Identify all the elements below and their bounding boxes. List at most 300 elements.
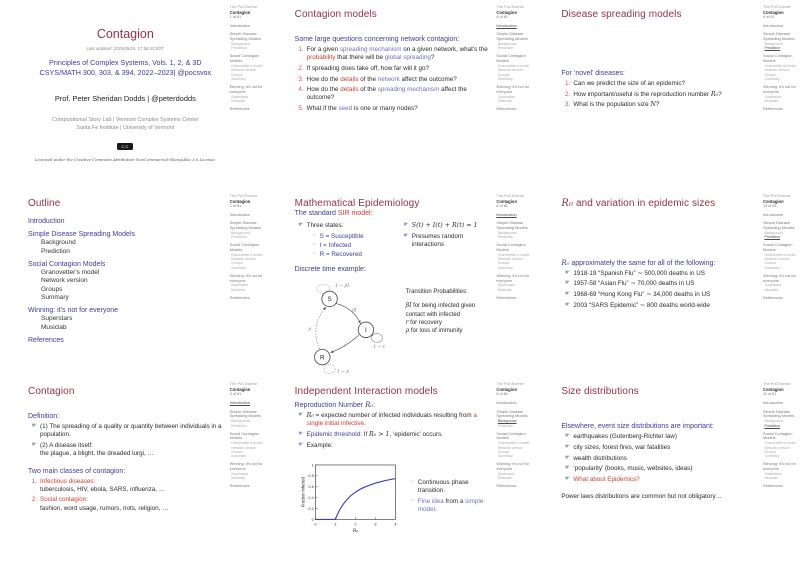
- text-segment: 1957-58 “Asian Flu” ∼ 70,000 deaths in US: [573, 280, 695, 288]
- list-item-text: [573, 455, 756, 463]
- text-segment: ρ: [405, 326, 410, 334]
- item-number: 1.: [298, 46, 304, 53]
- outline-section: Introduction: [28, 217, 65, 225]
- list-item: [400, 233, 490, 249]
- text-segment: R = Recovered: [319, 251, 362, 259]
- sidebar-deck-title: Contagion: [762, 387, 784, 393]
- outline-subitem: Network version: [41, 277, 88, 285]
- outline-subitem: Superstars: [41, 315, 73, 323]
- sidebar-toc-subitem: Granovetter's model: [497, 63, 530, 68]
- pointing-hand-small-icon: ☞: [409, 497, 415, 504]
- sidebar-toc-subitem: Musiclab: [231, 99, 245, 104]
- item-number: 1.: [31, 477, 37, 485]
- text-segment: Infectious diseases:: [40, 477, 96, 485]
- affiliation-line-1: Computational Story Lab | Vermont Complex Systems Center: [52, 117, 199, 124]
- pointing-hand-icon: ☛: [564, 433, 571, 440]
- list-item: [561, 433, 756, 441]
- sidebar-toc-subitem: Background: [764, 419, 784, 424]
- sidebar-toc-section: Introduction: [496, 22, 517, 28]
- sidebar-toc-section: Social Contagion Models: [762, 241, 793, 252]
- title-slide-content: [0, 0, 229, 189]
- sidebar-toc-subitem: Musiclab: [497, 476, 512, 481]
- sidebar-page-number: 6 of 81: [496, 203, 508, 208]
- text-segment: .: [435, 506, 437, 514]
- edge-label-r-loop: 1 − ρ: [336, 369, 349, 375]
- list-item: [561, 476, 756, 484]
- frame-title: Size distributions: [561, 386, 639, 398]
- list-item-text: [307, 222, 400, 230]
- text-segment: S = Susceptible: [319, 232, 364, 240]
- pointing-hand-icon: ☛: [564, 443, 571, 450]
- sidebar-toc-section: Social Contagion Models: [229, 430, 260, 441]
- sidebar-toc-section: References: [762, 483, 783, 489]
- slide-content: [267, 189, 496, 378]
- sidebar-toc-subitem: Prediction: [497, 46, 514, 51]
- outline-section: Social Contagion Models: [28, 261, 106, 269]
- text-segment: If spreading does take off, how far will it go?: [306, 64, 430, 72]
- list-item: [308, 233, 400, 241]
- sidebar-toc-section: Simple Disease Spreading Models: [496, 219, 528, 230]
- text-segment: βI: [405, 302, 412, 310]
- sidebar-toc-subitem: Prediction: [497, 235, 514, 240]
- sidebar-page-number: 9 of 81: [762, 15, 775, 20]
- outline-section: Winning: it's not for everyone: [28, 307, 119, 315]
- text-segment: probability: [306, 54, 336, 62]
- pointing-hand-icon: ☛: [564, 291, 571, 297]
- power-laws-note: Power laws distributions are common but not obligatory…: [561, 493, 722, 501]
- frame-title: Independent Interaction models: [294, 386, 438, 398]
- sidebar-brand: The PoCSverse: [762, 192, 791, 198]
- pointing-hand-icon: ☛: [31, 442, 37, 449]
- list-item-text: [573, 101, 756, 109]
- outline-subitem: Background: [41, 239, 76, 247]
- sidebar-toc-subitem: Network version: [497, 257, 523, 262]
- list-item: [308, 251, 400, 259]
- discrete-example-label: Discrete time example:: [294, 266, 366, 274]
- sidebar-deck-title: Contagion: [496, 9, 518, 15]
- outline-subitem: Granovetter's model: [41, 269, 100, 277]
- text-segment: R₀ > 1: [368, 431, 390, 439]
- sidebar-toc-subitem: Granovetter's model: [764, 441, 796, 446]
- sidebar-brand: The PoCSverse: [229, 192, 258, 198]
- pointing-hand-icon: ☛: [564, 476, 571, 482]
- sidebar-toc-subitem: Background: [231, 230, 250, 235]
- text-segment: and variation in epidemic sizes: [573, 197, 716, 209]
- pointing-hand-icon: ☛: [564, 454, 571, 461]
- sidebar-toc-section: Introduction: [496, 400, 517, 406]
- list-item-text: [573, 433, 756, 441]
- transition-probabilities-heading: Transition Probabilities:: [405, 289, 468, 296]
- list-item-text: [418, 498, 489, 514]
- list-item: [561, 101, 756, 109]
- text-segment: wealth distributions: [573, 454, 627, 462]
- pointing-hand-icon: ☛: [403, 222, 409, 229]
- list-item: [561, 302, 756, 310]
- text-segment: (1) The spreading of a quality or quantity between individuals in a population.: [40, 423, 222, 439]
- sidebar-toc-section: Simple Disease Spreading Models: [229, 408, 262, 419]
- text-segment: R₀: [710, 90, 719, 98]
- sidebar-toc-section: Introduction: [496, 211, 517, 217]
- sidebar-toc-subitem: Summary: [764, 77, 780, 82]
- slide-mathematical-epidemiology: [267, 189, 534, 378]
- text-segment: 2003 “SARS Epidemic” ∼ 800 deaths world-wide: [573, 301, 710, 309]
- list-item-text: [40, 423, 223, 439]
- list-item: [561, 455, 756, 463]
- text-segment: of the: [358, 86, 378, 94]
- sidebar-toc-section: Winning: it's not for everyone: [762, 83, 796, 94]
- text-segment: for loss of immunity: [409, 327, 463, 334]
- sidebar-toc-section: Simple Disease Spreading Models: [229, 31, 262, 42]
- sidebar-brand: The PoCSverse: [496, 381, 524, 387]
- sidebar-toc-section: Simple Disease Spreading Models: [496, 408, 528, 419]
- sidebar-toc-section: Introduction: [229, 22, 250, 28]
- list-item-text: [573, 291, 756, 299]
- sidebar-toc-section: References: [762, 294, 783, 300]
- sidebar-toc-subitem: Background: [764, 230, 784, 235]
- sidebar-toc-section: Social Contagion Models: [229, 241, 260, 252]
- definition-heading: Definition:: [28, 413, 60, 421]
- list-item-text: [573, 91, 756, 99]
- sir-state-diagram: [295, 276, 406, 377]
- y-axis-label: Fraction infected: [300, 476, 306, 507]
- text-segment: ‘popularity’ (books, music, websites, ideas): [573, 465, 693, 473]
- sidebar-toc-section: Introduction: [762, 211, 784, 217]
- sidebar-toc-subitem: Background: [497, 41, 517, 46]
- list-item-text: [573, 465, 756, 473]
- sidebar-toc-section: Winning: it's not for everyone: [496, 272, 530, 283]
- text-segment: seed: [338, 105, 353, 113]
- text-segment: How do the: [306, 75, 341, 83]
- slide-sidebar: [763, 5, 798, 112]
- slide-lead: [561, 259, 756, 267]
- sidebar-toc-subitem: Granovetter's model: [231, 441, 263, 446]
- question-list: [561, 80, 756, 110]
- text-segment: city sizes, forest fires, war fatalities: [573, 443, 671, 451]
- pointing-hand-icon: ☛: [298, 441, 304, 448]
- text-segment: Social contagion:: [40, 496, 88, 504]
- text-segment: S(t) + I(t) + R(t) = 1: [411, 222, 478, 230]
- course-line-2: CSYS/MATH 300, 303, & 394, 2022–2023| @pocsvox: [39, 67, 212, 77]
- sidebar-toc-subitem: Musiclab: [231, 476, 245, 481]
- list-item-text: [573, 270, 756, 278]
- list-item-text: [307, 442, 490, 450]
- text-segment: spreading mechanism: [339, 46, 402, 53]
- fraction-infected-curve: [315, 478, 395, 519]
- text-segment: approximately the same for all of the following:: [569, 259, 716, 267]
- text-segment: r: [405, 318, 409, 326]
- sidebar-toc-subitem: Background: [497, 230, 517, 235]
- sir-diagram-row: [295, 276, 490, 377]
- list-item-text: [418, 479, 489, 495]
- sidebar-toc-section: Winning: it's not for everyone: [496, 461, 530, 472]
- r-to-s-arrow: [315, 307, 325, 349]
- pointing-hand-icon: ☛: [403, 232, 409, 239]
- text-segment: of the: [358, 75, 378, 83]
- slide-outline: [0, 189, 267, 378]
- text-segment: from a: [443, 497, 466, 505]
- text-segment: Fine idea: [417, 497, 444, 505]
- sidebar-toc-subitem: Network version: [764, 445, 790, 450]
- text-segment: Example:: [306, 441, 333, 449]
- text-segment: Epidemic threshold:: [306, 431, 362, 439]
- sidebar-toc-subitem: Musiclab: [497, 287, 512, 292]
- list-item: [295, 76, 490, 84]
- sidebar-toc-subitem: Musiclab: [497, 99, 512, 104]
- transition-list: [406, 302, 490, 334]
- sidebar-toc-subitem: Superstars: [764, 94, 782, 99]
- slide-size-distributions: [533, 377, 800, 566]
- sidebar-toc-section: Winning: it's not for everyone: [229, 272, 263, 283]
- sidebar-toc-subitem: Superstars: [497, 472, 515, 477]
- list-item-text: [40, 442, 223, 458]
- slide-sidebar: [763, 382, 798, 489]
- sidebar-toc-section: Social Contagion Models: [762, 430, 793, 441]
- sidebar-toc-section: Introduction: [229, 400, 250, 406]
- pointing-hand-small-icon: ☞: [409, 479, 415, 485]
- sidebar-brand: The PoCSverse: [762, 381, 791, 387]
- sidebar-page-number: 2 of 81: [229, 203, 242, 208]
- sidebar-toc-subitem: Superstars: [231, 472, 249, 477]
- sidebar-toc-section: References: [229, 294, 250, 300]
- reproduction-number-heading: [295, 401, 490, 409]
- sidebar-deck-title: Contagion: [496, 198, 518, 204]
- edge-label-i-to-r: r: [343, 344, 346, 350]
- slide-sidebar: [496, 382, 531, 489]
- text-segment: 1968-69 “Hong Kong Flu” ∼ 34,000 deaths in US: [573, 291, 711, 298]
- pointing-hand-small-icon: ☞: [311, 242, 317, 248]
- y-tick-label: 0.8: [308, 473, 314, 478]
- text-segment: network: [377, 75, 400, 83]
- sidebar-brand: The PoCSverse: [229, 381, 258, 387]
- node-label-r: R: [319, 354, 325, 362]
- text-segment: , ‘epidemic’ occurs.: [389, 431, 443, 439]
- sidebar-deck-title: Contagion: [762, 198, 784, 204]
- last-updated-text: Last updated: 2023/05/19, 17:58:42 EDT: [86, 46, 165, 51]
- slide-disease-spreading-models: [533, 0, 800, 189]
- question-list: [295, 46, 490, 113]
- pointing-hand-icon: ☛: [31, 423, 37, 430]
- sidebar-toc-subitem: Superstars: [497, 94, 515, 99]
- text-segment: Can we predict the size of an epidemic?: [573, 80, 685, 87]
- x-tick-label: 1: [334, 521, 337, 526]
- outline-subitem: Musiclab: [41, 323, 67, 331]
- frame-title: Contagion models: [294, 9, 377, 20]
- two-column-block: [295, 220, 490, 261]
- list-item: [561, 91, 756, 99]
- list-item: [295, 442, 490, 450]
- slide-lead: Elsewhere, event size distributions are important:: [561, 423, 714, 431]
- sidebar-toc-section: Simple Disease Spreading Models: [496, 31, 528, 42]
- text-segment: details: [340, 86, 359, 94]
- sidebar-toc-section: Introduction: [229, 211, 250, 217]
- text-segment: (2) A disease itself:: [40, 442, 93, 450]
- sidebar-toc-subitem: Prediction: [497, 423, 514, 428]
- slide-title-page: [0, 0, 267, 189]
- epidemic-list: [561, 270, 756, 310]
- sidebar-toc-section: Social Contagion Models: [496, 241, 526, 252]
- size-dist-list: [561, 433, 756, 484]
- sidebar-toc-subitem: Network version: [497, 445, 523, 450]
- sidebar-toc-subitem: Superstars: [764, 472, 782, 477]
- text-segment: = expected number of infected individuals resulting from: [313, 412, 474, 420]
- list-item-text: [307, 105, 490, 113]
- list-item: [406, 479, 489, 495]
- text-segment: What if the: [306, 105, 339, 113]
- r-self-loop: [324, 365, 335, 374]
- sidebar-toc-section: Winning: it's not for everyone: [762, 272, 796, 283]
- list-item: [295, 412, 490, 428]
- classes-heading: Two main classes of contagion:: [28, 467, 126, 475]
- list-item-text: [320, 233, 400, 241]
- sidebar-page-number: 10 of 81: [762, 203, 777, 208]
- sidebar-toc-section: Introduction: [762, 400, 784, 406]
- pointing-hand-small-icon: ☞: [311, 251, 317, 258]
- frame-title: Mathematical Epidemiology: [294, 197, 420, 209]
- sidebar-page-number: 3 of 81: [229, 392, 242, 397]
- sidebar-toc-subitem: Musiclab: [764, 287, 779, 292]
- text-segment: ?: [655, 101, 660, 109]
- sidebar-toc-section: Social Contagion Models: [496, 430, 526, 441]
- sidebar-deck-title: Contagion: [496, 387, 518, 393]
- sidebar-toc-subitem: Summary: [764, 454, 780, 459]
- sidebar-toc-section: Winning: it's not for everyone: [762, 461, 796, 472]
- sidebar-toc-section: References: [229, 105, 250, 111]
- list-item-text: [320, 242, 400, 250]
- text-segment: For a given: [306, 46, 340, 53]
- sidebar-toc-section: Social Contagion Models: [229, 53, 260, 64]
- text-segment: R₀: [365, 401, 374, 410]
- text-segment: for recovery: [408, 319, 442, 326]
- sidebar-toc-section: Winning: it's not for everyone: [496, 83, 530, 94]
- edge-label-s-to-i: βI: [351, 308, 357, 314]
- sidebar-toc-subitem: Granovetter's model: [497, 252, 530, 257]
- text-segment: tuberculosis, HIV, ebola, SARS, influenza, …: [40, 485, 166, 493]
- list-item: [295, 65, 490, 73]
- text-segment: earthquakes (Gutenberg-Richter law): [573, 433, 677, 441]
- slide-contagion-definition: [0, 377, 267, 566]
- text-segment: affect the outcome?: [399, 75, 457, 83]
- text-segment: R₀: [561, 258, 570, 267]
- sidebar-toc-subitem: Groups: [497, 450, 510, 455]
- chart-side-notes: [406, 477, 489, 517]
- sidebar-toc-subitem: Prediction: [231, 423, 247, 428]
- list-item: [561, 270, 756, 278]
- item-number: 2.: [565, 90, 571, 98]
- edge-label-r-to-s: ρ: [308, 327, 311, 333]
- x-tick-label: 2: [353, 521, 357, 526]
- text-segment: spreading mechanism: [377, 86, 440, 94]
- slide-content: [533, 0, 762, 189]
- list-item-text: [40, 496, 223, 512]
- sidebar-toc-subitem: Background: [231, 419, 250, 424]
- text-segment: the plague, a blight, the dreaded lurgi, …: [40, 450, 154, 458]
- item-number: 5.: [298, 105, 304, 113]
- slide-sidebar: [230, 5, 265, 112]
- text-segment: that there will be: [335, 54, 385, 62]
- transition-probabilities-block: [406, 288, 490, 334]
- sidebar-toc-section: References: [496, 483, 517, 489]
- chart-row: [295, 453, 490, 545]
- sidebar-deck-title: Contagion: [229, 9, 251, 15]
- list-item-text: [573, 80, 756, 88]
- license-text: Licensed under the Creative Commons Attribution-NonCommercial-ShareAlike 3.0 License.: [34, 156, 216, 162]
- sidebar-toc-section: Social Contagion Models: [496, 53, 526, 64]
- frame-title: Disease spreading models: [561, 9, 682, 20]
- sidebar-toc-section: Social Contagion Models: [762, 53, 793, 64]
- node-label-i: I: [364, 327, 367, 335]
- item-number: 3.: [565, 101, 571, 109]
- slide-sidebar: [230, 194, 265, 301]
- text-segment: 1918-19 “Spanish Flu” ∼ 500,000 deaths in US: [573, 269, 705, 277]
- affiliation-lines: [28, 117, 223, 132]
- list-item-text: [573, 302, 756, 310]
- slide-lead: For ‘novel’ diseases:: [561, 70, 625, 77]
- transition-line: [406, 327, 490, 335]
- item-number: 2.: [31, 496, 37, 504]
- text-segment: affect the outcome?: [306, 86, 467, 102]
- text-segment: ?: [430, 54, 435, 62]
- text-segment: R₀: [561, 197, 574, 209]
- sidebar-brand: The PoCSverse: [762, 4, 791, 9]
- sidebar-page-number: 8 of 81: [496, 392, 508, 397]
- frame-title: Contagion: [28, 386, 75, 398]
- list-item-text: [307, 86, 490, 102]
- text-segment: The standard: [294, 209, 338, 217]
- sidebar-page-number: 11 of 81: [762, 392, 777, 397]
- sidebar-toc-section: Simple Disease Spreading Models: [229, 219, 262, 230]
- slide-content: [0, 189, 229, 378]
- slide-subtitle: [295, 210, 490, 217]
- r0-list: [295, 412, 490, 450]
- node-label-s: S: [327, 296, 332, 304]
- sidebar-toc-subitem: Prediction: [764, 423, 781, 428]
- cc-license-row: [28, 133, 223, 153]
- i-self-loop: [371, 334, 382, 343]
- sidebar-toc-subitem: Groups: [231, 261, 243, 266]
- outline-subitem: Groups: [41, 285, 63, 293]
- list-item: [295, 46, 490, 62]
- pointing-hand-icon: ☛: [564, 269, 571, 276]
- y-tick-label: 0.4: [308, 495, 314, 500]
- sidebar-toc-section: Simple Disease Spreading Models: [762, 31, 795, 42]
- sidebar-toc-subitem: Summary: [764, 265, 780, 270]
- sidebar-toc-subitem: Groups: [764, 450, 776, 455]
- text-segment: simple model: [417, 497, 484, 514]
- text-segment: SIR model:: [337, 209, 373, 217]
- item-number: 4.: [298, 86, 304, 94]
- sidebar-toc-section: Winning: it's not for everyone: [229, 83, 263, 94]
- sidebar-toc-subitem: Prediction: [764, 235, 781, 240]
- list-item: [400, 222, 490, 230]
- slide-r0-variation: [533, 189, 800, 378]
- sidebar-toc-subitem: Superstars: [231, 283, 249, 288]
- sidebar-toc-subitem: Superstars: [764, 283, 782, 288]
- slide-sidebar: [496, 194, 531, 301]
- text-segment: is one or many nodes?: [352, 105, 418, 113]
- slide-content: [0, 377, 229, 566]
- course-line-1: Principles of Complex Systems, Vols. 1, 2, & 3D: [49, 58, 202, 67]
- formula-list: [400, 220, 490, 261]
- s-to-i-arrow: [336, 304, 361, 324]
- pointing-hand-icon: ☛: [564, 280, 571, 287]
- sidebar-toc-section: References: [496, 294, 517, 300]
- sidebar-toc-subitem: Network version: [764, 68, 790, 73]
- slide-content: [533, 189, 762, 378]
- text-segment: Three states:: [306, 222, 344, 230]
- edge-label-s-loop: 1 − βI: [334, 284, 349, 290]
- text-segment: a single initial infective: [306, 412, 477, 428]
- sidebar-toc-subitem: Superstars: [231, 94, 249, 99]
